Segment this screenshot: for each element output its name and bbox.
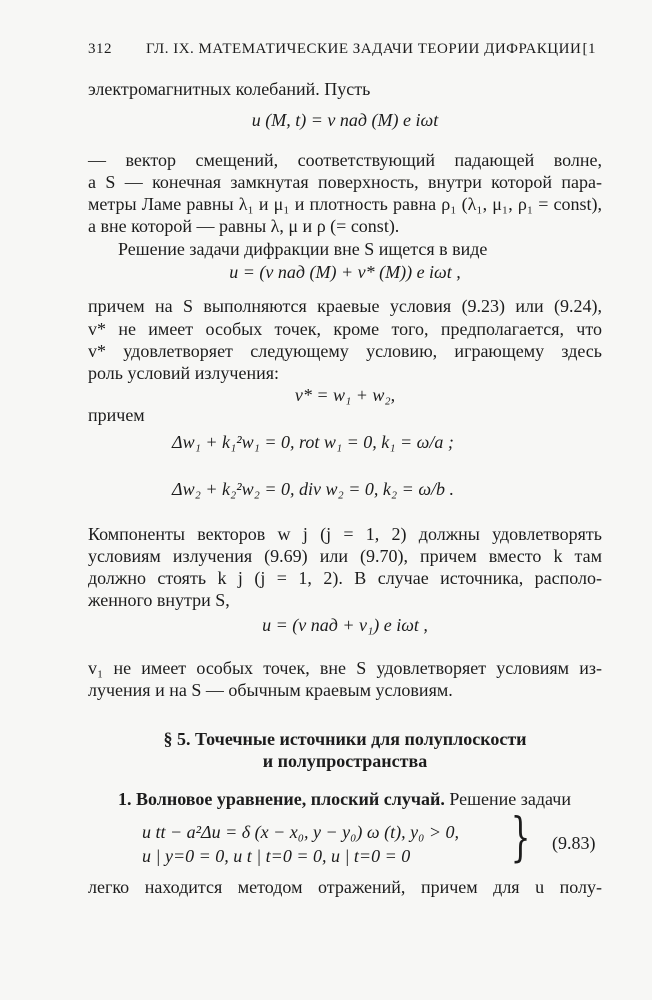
paragraph-line: Решение задачи дифракции вне S ищется в виде (118, 239, 488, 259)
page-number: 312 (88, 41, 112, 57)
formula-decomposition: v* = w₁ + w₂, (294, 385, 396, 405)
section-mark: [1 (582, 41, 596, 57)
right-brace-icon: } (510, 808, 531, 868)
paragraph-line: а S — конечная замкнутая поверхность, внутри которой пара- (88, 172, 602, 192)
paragraph-line: женного внутри S, (88, 590, 230, 610)
paragraph-line: метры Ламе равны λ₁ и μ₁ и плотность равна ρ₁ (λ₁, μ₁, ρ₁ = const), (88, 194, 602, 214)
paragraph-line: v* удовлетворяет следующему условию, играющему здесь (88, 341, 602, 361)
paragraph-line: роль условий излучения: (88, 363, 280, 383)
system-line-1: u tt − a²Δu = δ (x − x₀, y − y₀) ω (t), y₀ > 0, (142, 822, 459, 842)
paragraph-line: должно стоять k j (j = 1, 2). В случае источника, располо- (88, 568, 602, 588)
subsection-line (118, 788, 571, 810)
subsection-title: 1. Волновое уравнение, плоский случай. (118, 789, 445, 809)
paragraph-line: лучения и на S — обычным краевым условиям. (88, 680, 453, 700)
chapter-title: ГЛ. IX. МАТЕМАТИЧЕСКИЕ ЗАДАЧИ ТЕОРИИ ДИФРАКЦИИ (146, 41, 582, 57)
formula-solution: u = (v пад (M) + v* (M)) e iωt , (229, 262, 461, 282)
formula-displacement: u (M, t) = v пад (M) e iωt (251, 110, 439, 130)
section-heading: § 5. Точечные источники для полуплоскости (163, 729, 527, 749)
paragraph-line: электромагнитных колебаний. Пусть (88, 79, 371, 99)
paragraph-line: — вектор смещений, соответствующий падающей волне, (88, 150, 602, 170)
paragraph-line: причем (88, 405, 145, 425)
paragraph-line: условиям излучения (9.69) или (9.70), причем вместо k там (88, 546, 602, 566)
formula-w2: Δw₂ + k₂²w₂ = 0, div w₂ = 0, k₂ = ω/b . (172, 479, 455, 499)
system-line-2: u | y=0 = 0, u t | t=0 = 0, u | t=0 = 0 (142, 846, 411, 866)
paragraph-line: Компоненты векторов w j (j = 1, 2) должны удовлетворять (88, 524, 602, 544)
formula-source-inside: u = (v пад + v₁) e iωt , (262, 615, 428, 635)
paragraph-line: а вне которой — равны λ, μ и ρ (= const). (88, 216, 400, 236)
paragraph-line: v₁ не имеет особых точек, вне S удовлетворяет условиям из- (88, 658, 602, 678)
equation-number: (9.83) (552, 833, 596, 853)
paragraph-line: причем на S выполняются краевые условия (9.23) или (9.24), (88, 296, 602, 316)
paragraph-line: легко находится методом отражений, причем для u полу- (88, 877, 602, 897)
section-heading: и полупространства (262, 751, 428, 771)
paragraph-line: v* не имеет особых точек, кроме того, предполагается, что (88, 319, 602, 339)
subsection-text: Решение задачи (449, 789, 571, 809)
formula-w1: Δw₁ + k₁²w₁ = 0, rot w₁ = 0, k₁ = ω/a ; (172, 432, 454, 452)
